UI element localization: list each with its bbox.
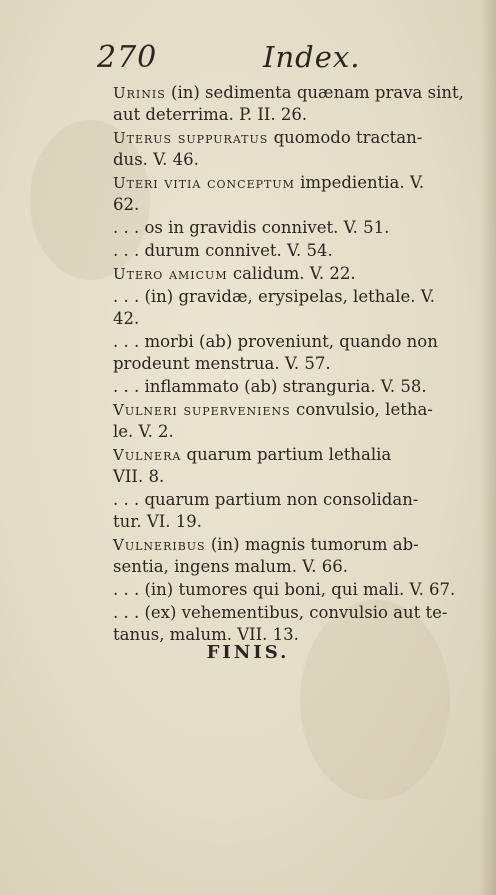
entry-text: . . . morbi (ab) proveniunt, quando non [113,332,438,351]
index-entry [113,444,465,488]
entry-headword: Urinis [113,84,166,102]
finis-label: FINIS. [206,642,290,663]
index-entry [113,82,465,126]
entry-continuation: prodeunt menstrua. V. 57. [113,354,331,373]
entry-text: quarum partium lethalia [181,445,392,464]
entry-text: . . . quarum partium non consolidan- [113,490,419,509]
index-entry [113,127,465,171]
entry-continuation: sentia, ingens malum. V. 66. [113,557,348,576]
index-entry [113,399,465,443]
index-entry [113,240,465,262]
entry-text: . . . (ex) vehementibus, convulsio aut te- [113,603,448,622]
entry-continuation: tur. VI. 19. [113,512,202,531]
entry-headword: Vulneribus [113,536,206,554]
index-entry [113,217,465,239]
index-entry [113,376,465,398]
index-entry [113,534,465,578]
entry-headword: Uterus suppuratus [113,129,269,147]
entry-text: impedientia. V. [294,173,425,192]
index-entry [113,579,465,601]
entry-continuation: le. V. 2. [113,422,174,441]
entry-continuation: aut deterrima. P. II. 26. [113,105,308,124]
page-header [97,40,457,80]
entry-text: . . . durum connivet. V. 54. [113,241,333,260]
index-entry [113,286,465,330]
entry-headword: Vulneri superveniens [113,401,291,419]
entry-continuation: tanus, malum. VII. 13. [113,625,299,644]
index-entry [113,172,465,216]
running-head: Index. [263,40,361,74]
index-entry [113,263,465,285]
entry-text: calidum. V. 22. [227,264,356,283]
entry-text: . . . os in gravidis connivet. V. 51. [113,218,390,237]
entry-text: (in) sedimenta quænam prava sint, [165,83,464,102]
entry-text: . . . (in) gravidæ, erysipelas, lethale. V. 42. [113,287,435,328]
entry-headword: Uteri vitia conceptum [113,174,295,192]
entry-continuation: VII. 8. [113,467,165,486]
entry-text: . . . (in) tumores qui boni, qui mali. V. 67. [113,580,456,599]
entry-text: convulsio, letha- [290,400,433,419]
page-number: 270 [97,40,158,75]
index-entries [113,82,465,647]
page-edge [480,0,496,895]
entry-continuation: 62. [113,195,140,214]
index-entry [113,489,465,533]
entry-text: (in) magnis tumorum ab- [205,535,419,554]
entry-continuation: dus. V. 46. [113,150,199,169]
index-entry [113,602,465,646]
entry-headword: Vulnera [113,446,182,464]
index-entry [113,331,465,375]
entry-headword: Utero amicum [113,265,228,283]
entry-text: quomodo tractan- [268,128,423,147]
entry-text: . . . inflammato (ab) stranguria. V. 58. [113,377,427,396]
